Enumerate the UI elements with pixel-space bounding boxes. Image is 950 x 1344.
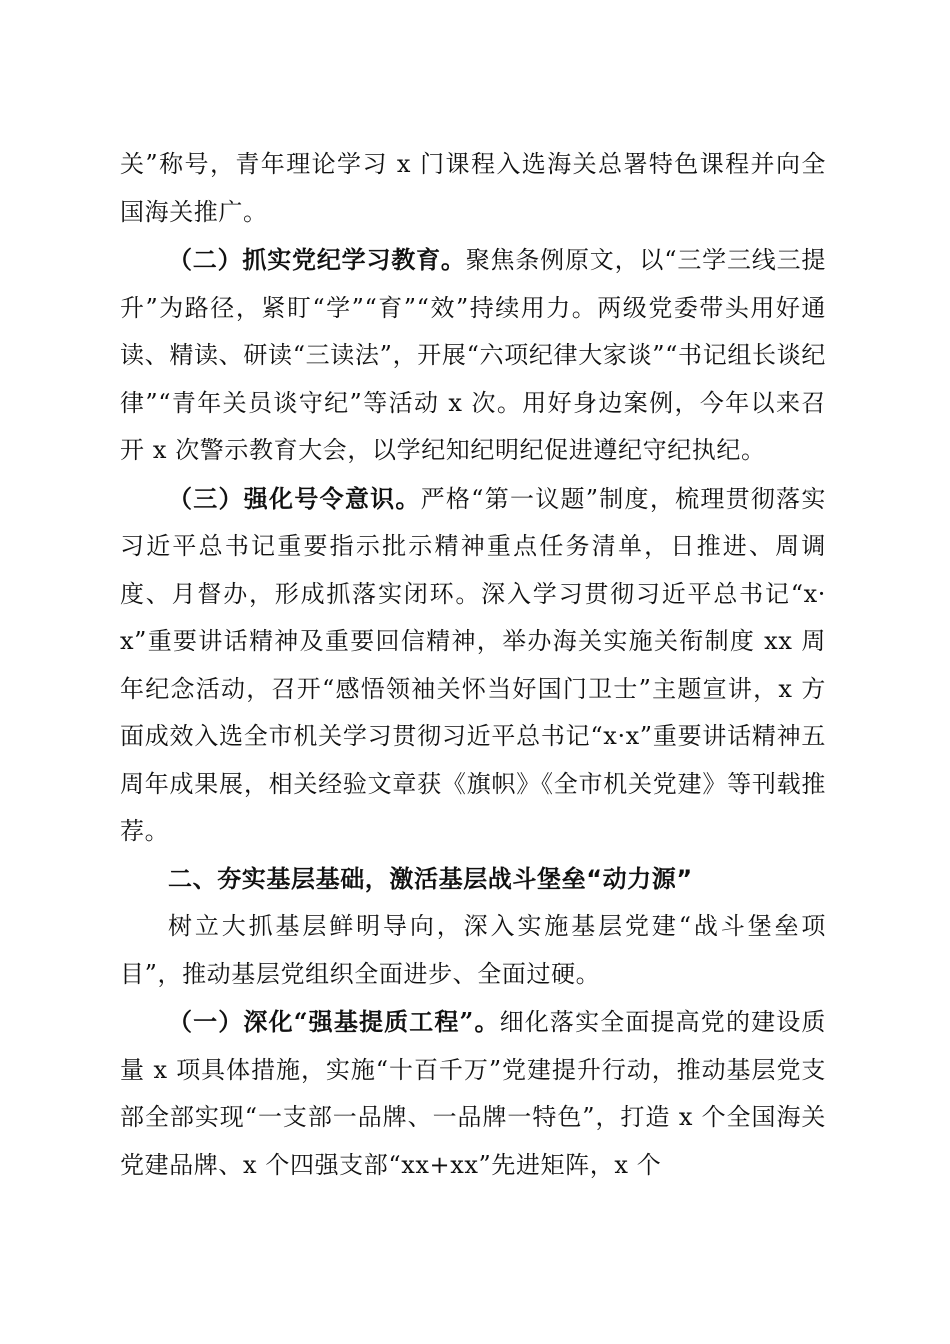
chapter-heading: 二、夯实基层基础，激活基层战斗堡垒“动力源” (168, 864, 693, 893)
paragraph-text: 聚焦条例原文，以“三学三线三提升”为路径，紧盯“学”“育”“效”持续用力。两级党委带头用好通读、精读、研读“三读法”，开展“六项纪律大家谈”“书记组长谈纪律”“青年关员谈守纪”等活动 x 次。用好身边案例，今年以来召开 x 次警示教育大会，以学纪知纪明纪促进遵纪守纪执纪。 (120, 246, 826, 464)
paragraph-text: 树立大抓基层鲜明导向，深入实施基层党建“战斗堡垒项目”，推动基层党组织全面进步、全面过硬。 (120, 912, 826, 988)
paragraph-section-2 (120, 236, 826, 475)
section-lead: （一）深化“强基提质工程”。 (168, 1007, 500, 1036)
paragraph-text: 关”称号，青年理论学习 x 门课程入选海关总署特色课程并向全国海关推广。 (120, 150, 826, 226)
section-lead: （二）抓实党纪学习教育。 (168, 245, 466, 274)
paragraph-section-3 (120, 475, 826, 856)
paragraph-continuation (120, 141, 826, 236)
section-lead: （三）强化号令意识。 (168, 483, 421, 513)
paragraph-text: 严格“第一议题”制度，梳理贯彻落实习近平总书记重要指示批示精神重点任务清单，日推进、周调度、月督办，形成抓落实闭环。深入学习贯彻习近平总书记“x·x”重要讲话精神及重要回信精神，举办海关实施关衔制度 xx 周年纪念活动，召开“感悟领袖关怀当好国门卫士”主题宣讲，x 方面成效入选全市机关学习贯彻习近平总书记“x·x”重要讲话精神五周年成果展，相关经验文章获《旗帜》《全市机关党建》等刊载推荐。 (120, 484, 826, 845)
paragraph-text: 细化落实全面提高党的建设质量 x 项具体措施，实施“十百千万”党建提升行动，推动基层党支部全部实现“一支部一品牌、一品牌一特色”，打造 x 个全国海关党建品牌、x 个四强支部“xx+xx”先进矩阵，x 个 (120, 1008, 826, 1179)
paragraph-section-1 (120, 998, 826, 1189)
document-body (120, 141, 826, 1189)
paragraph-body (120, 903, 826, 998)
